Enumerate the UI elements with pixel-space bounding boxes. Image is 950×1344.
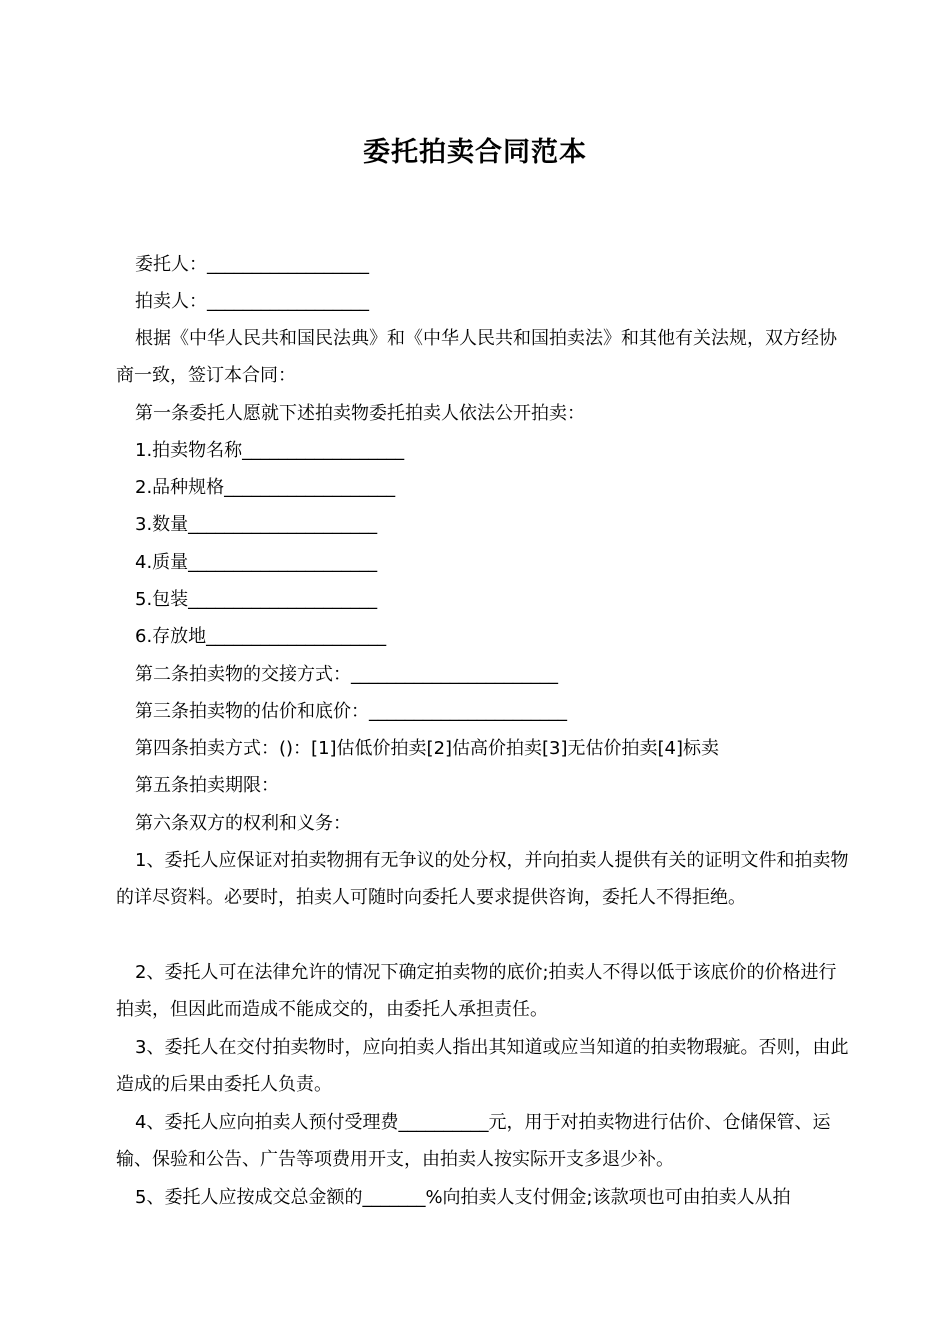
paragraph-preamble: 根据《中华人民共和国民法典》和《中华人民共和国拍卖法》和其他有关法规，双方经协商一致，签订本合同： (116, 328, 837, 386)
paragraph-clause-1: 1、委托人应保证对拍卖物拥有无争议的处分权，并向拍卖人提供有关的证明文件和拍卖物的详尽资料。必要时，拍卖人可随时向委托人要求提供咨询，委托人不得拒绝。 (116, 850, 849, 908)
paragraph-clause-3: 3、委托人在交付拍卖物时，应向拍卖人指出其知道或应当知道的拍卖物瑕疵。否则，由此造成的后果由委托人负责。 (116, 1037, 849, 1095)
paragraph-article-4: 第四条拍卖方式：()：[1]估低价拍卖[2]估高价拍卖[3]无估价拍卖[4]标卖 (135, 738, 720, 759)
paragraph-article-3: 第三条拍卖物的估价和底价：______________________ (135, 701, 567, 722)
paragraph-item-quantity: 3.数量_____________________ (135, 514, 378, 535)
paragraph-article-6: 第六条双方的权利和义务： (135, 813, 351, 834)
paragraph-auctioneer: 拍卖人：__________________ (135, 291, 369, 312)
paragraph-article-2: 第二条拍卖物的交接方式：_______________________ (135, 664, 558, 685)
paragraph-clause-5: 5、委托人应按成交总金额的_______%向拍卖人支付佣金;该款项也可由拍卖人从拍 (135, 1187, 791, 1208)
paragraph-clause-4: 4、委托人应向拍卖人预付受理费__________元，用于对拍卖物进行估价、仓储保管、运输、保验和公告、广告等项费用开支，由拍卖人按实际开支多退少补。 (116, 1112, 831, 1170)
paragraph-item-spec: 2.品种规格___________________ (135, 477, 396, 498)
paragraph-article-1: 第一条委托人愿就下述拍卖物委托拍卖人依法公开拍卖： (135, 403, 585, 424)
paragraph-item-package: 5.包装_____________________ (135, 589, 378, 610)
document-title: 委托拍卖合同范本 (363, 137, 587, 168)
paragraph-article-5: 第五条拍卖期限： (135, 775, 279, 796)
paragraph-item-name: 1.拍卖物名称__________________ (135, 440, 405, 461)
paragraph-item-storage: 6.存放地____________________ (135, 626, 387, 647)
paragraph-item-quality: 4.质量_____________________ (135, 552, 378, 573)
paragraph-clause-2: 2、委托人可在法律允许的情况下确定拍卖物的底价;拍卖人不得以低于该底价的价格进行拍卖，但因此而造成不能成交的，由委托人承担责任。 (116, 962, 837, 1020)
paragraph-consignor: 委托人：__________________ (135, 254, 369, 275)
